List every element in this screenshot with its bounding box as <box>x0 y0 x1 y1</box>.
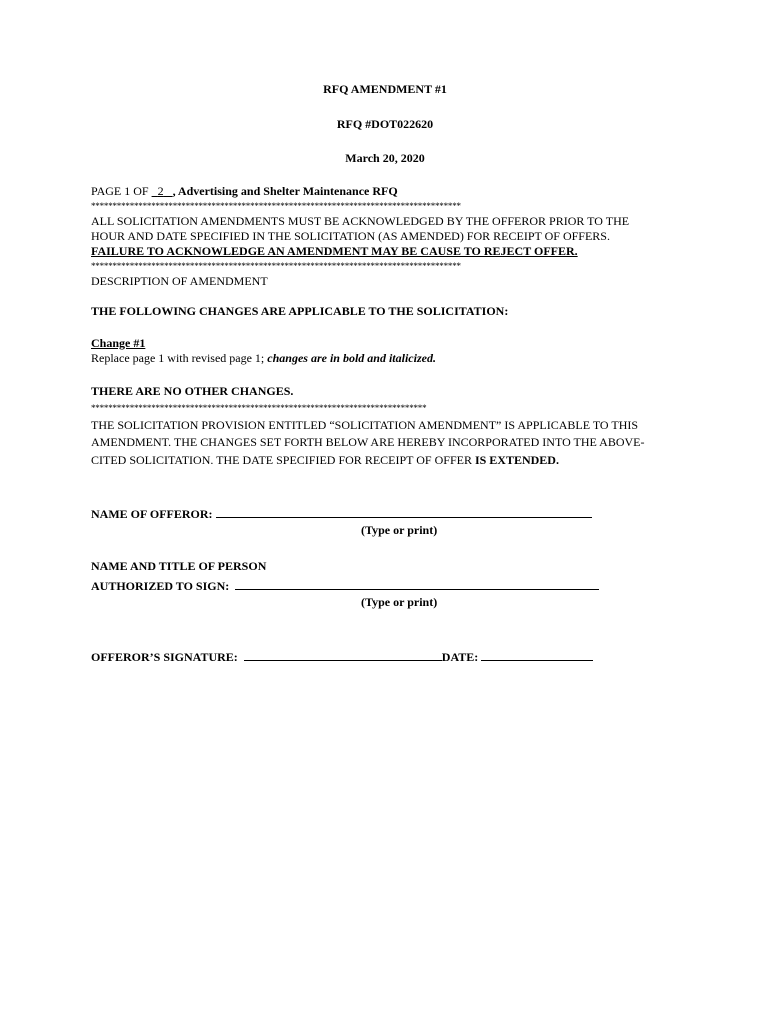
rfq-number: RFQ #DOT022620 <box>336 117 434 131</box>
changes-heading: THE FOLLOWING CHANGES ARE APPLICABLE TO THE SOLICITATION: <box>91 304 509 318</box>
separator-3: ****************************************************************************** <box>91 403 427 413</box>
date-label: DATE: <box>441 650 479 664</box>
provision-extended: IS EXTENDED. <box>474 453 559 467</box>
authorized-label-1: NAME AND TITLE OF PERSON <box>91 559 267 573</box>
notice-warning: FAILURE TO ACKNOWLEDGE AN AMENDMENT MAY BE CAUSE TO REJECT OFFER. <box>91 244 578 258</box>
type-or-print-hint-1: (Type or print) <box>361 523 438 537</box>
signature-row <box>91 648 593 665</box>
page-info-prefix: PAGE 1 OF <box>91 184 152 198</box>
provision-line-1: THE SOLICITATION PROVISION ENTITLED “SOLICITATION AMENDMENT” IS APPLICABLE TO THIS <box>91 418 639 432</box>
provision-line-3: CITED SOLICITATION. THE DATE SPECIFIED FOR RECEIPT OF OFFER IS EXTENDED. <box>91 453 559 467</box>
offeror-name-label: NAME OF OFFEROR: <box>91 507 213 521</box>
provision-line-2: AMENDMENT. THE CHANGES SET FORTH BELOW ARE HEREBY INCORPORATED INTO THE ABOVE- <box>91 435 645 449</box>
authorized-person-field[interactable] <box>235 577 599 590</box>
offeror-name-row <box>91 505 592 522</box>
separator-2: ************************************************************************************** <box>91 261 461 271</box>
page-total: 2 <box>157 184 164 198</box>
signature-field[interactable] <box>244 648 442 661</box>
change-1-emphasis: changes are in bold and italicized. <box>267 351 436 365</box>
notice-line-2: HOUR AND DATE SPECIFIED IN THE SOLICITATION (AS AMENDED) FOR RECEIPT OF OFFERS. <box>91 229 610 243</box>
page-info <box>91 184 398 199</box>
offeror-name-field[interactable] <box>216 505 592 518</box>
notice-line-1: ALL SOLICITATION AMENDMENTS MUST BE ACKNOWLEDGED BY THE OFFEROR PRIOR TO THE <box>91 214 630 228</box>
description-heading: DESCRIPTION OF AMENDMENT <box>91 274 268 288</box>
authorized-label-2: AUTHORIZED TO SIGN: <box>91 579 230 593</box>
separator-1: ************************************************************************************** <box>91 201 461 211</box>
authorized-row <box>91 577 599 594</box>
amendment-title: RFQ AMENDMENT #1 <box>323 82 447 96</box>
amendment-date: March 20, 2020 <box>345 151 425 165</box>
date-field[interactable] <box>481 648 593 661</box>
no-other-changes: THERE ARE NO OTHER CHANGES. <box>91 384 294 398</box>
change-1-title: Change #1 <box>91 336 146 350</box>
page-info-subject: , Advertising and Shelter Maintenance RFQ <box>172 184 398 198</box>
type-or-print-hint-2: (Type or print) <box>361 595 438 609</box>
signature-label: OFFEROR’S SIGNATURE: <box>91 650 238 664</box>
change-1-text: Replace page 1 with revised page 1; changes are in bold and italicized. <box>91 351 436 365</box>
